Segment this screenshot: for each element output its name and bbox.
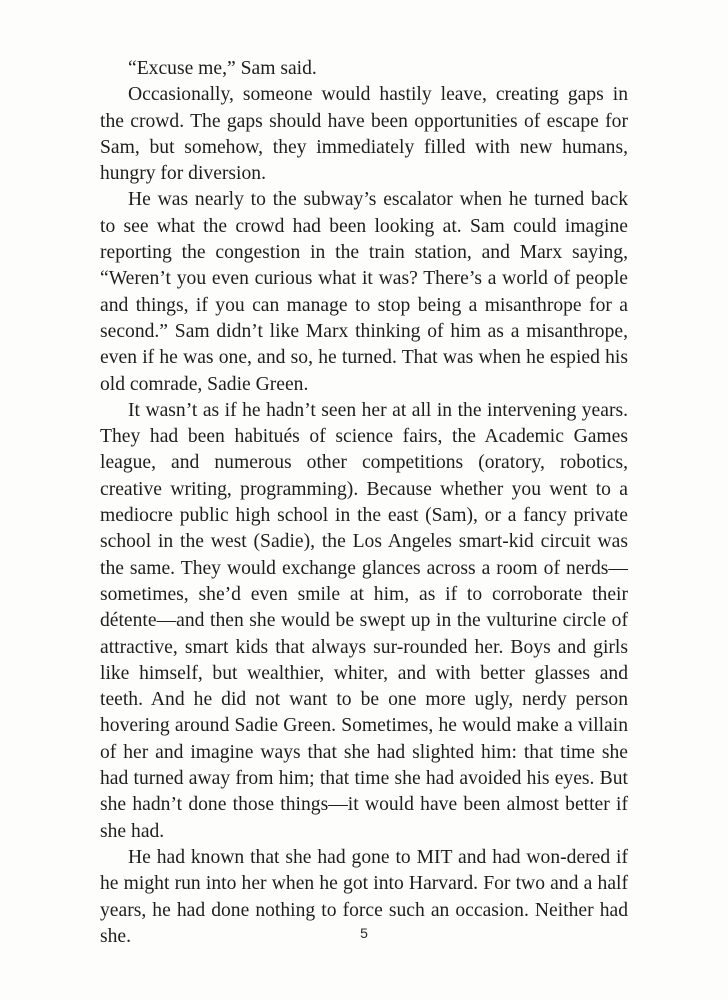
paragraph: It wasn’t as if he hadn’t seen her at all in the intervening years. They had been habitués of science fairs, the Academic Games league, and numerous other competitions (oratory, robotics, creative writing, programming). Because whether you went to a mediocre public high school in the east (Sam), or a fancy private school in the west (Sadie), the Los Angeles smart-kid circuit was the same. They would exchange glances across a room of nerds—sometimes, she’d even smile at him, as if to corroborate their détente—and then she would be swept up in the vulturine circle of attractive, smart kids that always sur-rounded her. Boys and girls like himself, but wealthier, whiter, and with better glasses and teeth. And he did not want to be one more ugly, nerdy person hovering around Sadie Green. Sometimes, he would make a villain of her and imagine ways that she had slighted him: that time she had turned away from him; that time she had avoided his eyes. But she hadn’t done those things—it would have been almost better if she had.: [100, 399, 628, 842]
paragraph: He was nearly to the subway’s escalator when he turned back to see what the crowd had been looking at. Sam could imagine reporting the congestion in the train station, and Marx saying, “Weren’t you even curious what it was? There’s a world of people and things, if you can manage to stop being a misanthrope for a second.” Sam didn’t like Marx thinking of him as a misanthrope, even if he was one, and so, he turned. That was when he espied his old comrade, Sadie Green.: [100, 189, 628, 395]
paragraph: Occasionally, someone would hastily leave, creating gaps in the crowd. The gaps should have been opportunities of escape for Sam, but somehow, they immediately filled with new humans, hungry for diversion.: [100, 84, 628, 185]
page-number: 5: [360, 925, 368, 941]
paragraph: “Excuse me,” Sam said.: [128, 58, 317, 79]
paragraph: He had known that she had gone to MIT and had won-dered if he might run into her when he got into Harvard. For two and a half years, he had done nothing to force such an occasion. Neither had she.: [100, 846, 628, 947]
body-text: [100, 56, 628, 950]
